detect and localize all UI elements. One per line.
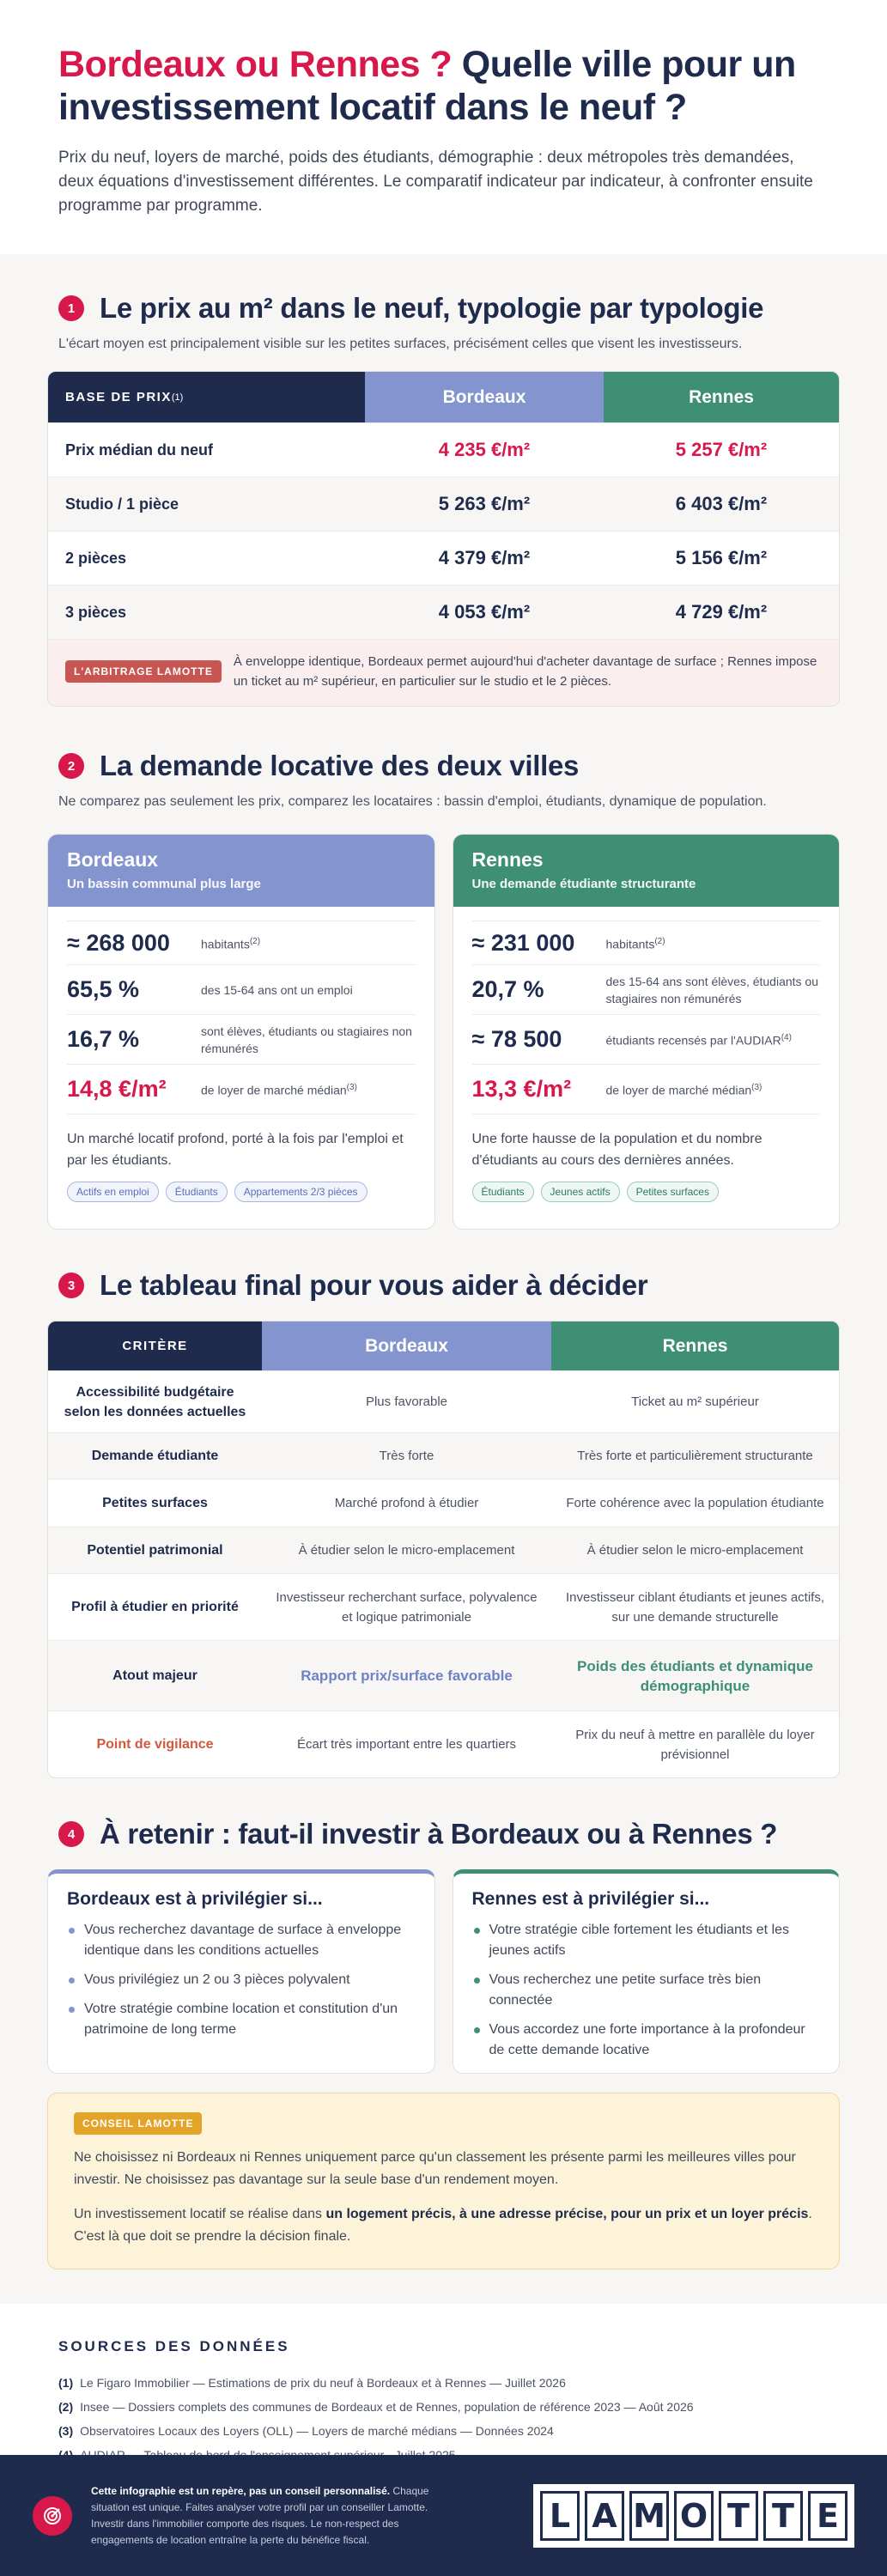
rennes-value: 4 729 €/m²	[675, 601, 768, 623]
decision-table-header	[48, 1321, 839, 1370]
logo-letter: L	[540, 2491, 580, 2541]
footer	[0, 2455, 887, 2576]
disclaimer-text: Cette infographie est un repère, pas un conseil personnalisé. Chaque situation est unique. Faites analyser votre profil par un conseiller Lamotte. Investir dans l'immobilier comporte des risques. Le non-respect des engagements de location entraîne la perte du bénéfice fiscal.	[91, 2484, 429, 2546]
table-row	[48, 1432, 839, 1479]
section-title: À retenir : faut-il investir à Bordeaux ou à Rennes ?	[100, 1818, 778, 1850]
recommendation-list	[472, 1920, 821, 2061]
stat-row	[67, 1015, 416, 1065]
section-number: 4	[58, 1821, 84, 1847]
tag-pill: Petites surfaces	[627, 1182, 719, 1202]
page-intro: Prix du neuf, loyers de marché, poids des étudiants, démographie : deux métropoles très demandées, deux équations d'investissement différentes. Le comparatif indicateur par indicateur, à confronter ensuite programme par programme.	[58, 149, 813, 215]
city-description: Un marché locatif profond, porté à la fois par l'emploi et par les étudiants.	[67, 1132, 404, 1168]
stat-label: de loyer de marché médian$^{(3)}$	[201, 1083, 357, 1097]
hero	[0, 0, 887, 254]
source-item: (2) Insee — Dossiers complets des communes de Bordeaux et de Rennes, population de référence 2023 — Août 2026	[58, 2400, 694, 2414]
table-row	[48, 422, 839, 477]
source-item: (3) Observatoires Locaux des Loyers (OLL) — Loyers de marché médians — Données 2024	[58, 2424, 554, 2438]
city-name: Bordeaux	[67, 848, 159, 871]
rennes-value: Forte cohérence avec la population étudiante	[566, 1496, 824, 1510]
recommendation-list	[67, 1920, 416, 2040]
row-criteria: Point de vigilance	[96, 1737, 214, 1752]
stat-label: des 15-64 ans sont élèves, étudiants ou stagiaires non rémunérés	[605, 974, 819, 1005]
target-icon	[33, 2496, 72, 2536]
city-card-header	[453, 835, 840, 907]
stat-row	[67, 965, 416, 1015]
recommendation-cards	[47, 1869, 840, 2074]
header-bordeaux: Bordeaux	[262, 1321, 551, 1370]
section-number: 3	[58, 1273, 84, 1298]
conseil-paragraph-2: Un investissement locatif se réalise dans un logement précis, à une adresse précise, pour un prix et un loyer précis. C'est là que doit se prendre la décision finale.	[74, 2207, 812, 2244]
logo-letter: A	[585, 2491, 624, 2541]
price-table-header	[48, 372, 839, 422]
section-title: Le prix au m² dans le neuf, typologie par typologie	[100, 292, 764, 324]
recommendation-title: Rennes est à privilégier si...	[471, 1889, 710, 1909]
rennes-value: Très forte et particulièrement structurante	[577, 1449, 813, 1463]
lamotte-logo	[533, 2484, 854, 2548]
city-stats	[48, 907, 434, 1115]
rennes-card	[453, 834, 841, 1230]
conseil-box	[47, 2093, 840, 2269]
section-4-heading	[0, 1818, 887, 1850]
tag-pill: Étudiants	[166, 1182, 228, 1202]
tag-pill: Appartements 2/3 pièces	[234, 1182, 368, 1202]
city-description: Une forte hausse de la population et du nombre d'étudiants au cours des dernières années.	[471, 1132, 762, 1168]
header-rennes: Rennes	[604, 372, 839, 422]
bordeaux-value: 4 235 €/m²	[438, 439, 531, 460]
city-stats	[453, 907, 840, 1115]
bordeaux-value: Investisseur recherchant surface, polyvalence et logique patrimoniale	[276, 1589, 538, 1625]
stat-row	[472, 965, 821, 1015]
stat-row	[67, 920, 416, 965]
source-item: (1) Le Figaro Immobilier — Estimations de prix du neuf à Bordeaux et à Rennes — Juillet 2026	[58, 2376, 566, 2390]
stat-row	[67, 1065, 416, 1115]
stat-label: habitants$^{(2)}$	[605, 936, 665, 951]
table-row	[48, 1710, 839, 1777]
arbitrage-note	[48, 639, 839, 706]
section-1-heading	[0, 292, 887, 325]
recommendation-title: Bordeaux est à privilégier si...	[67, 1889, 323, 1909]
header-base-prix: BASE DE PRIX (1)	[48, 372, 365, 422]
stat-value: 65,5 %	[67, 976, 140, 1002]
stat-label: sont élèves, étudiants ou stagiaires non rémunérés	[201, 1024, 412, 1055]
row-label: Prix médian du neuf	[65, 440, 214, 459]
header-rennes: Rennes	[551, 1321, 839, 1370]
table-row	[48, 1479, 839, 1527]
section-subtitle: Ne comparez pas seulement les prix, comparez les locataires : bassin d'emploi, étudiants, dynamique de population.	[58, 794, 767, 809]
rennes-recommendation	[453, 1869, 841, 2074]
logo-letter: M	[629, 2491, 669, 2541]
row-criteria: Potentiel patrimonial	[87, 1543, 223, 1558]
stat-value: 20,7 %	[471, 976, 544, 1002]
table-row	[48, 1527, 839, 1573]
arbitrage-badge: L'ARBITRAGE LAMOTTE	[65, 660, 222, 683]
table-row	[48, 531, 839, 585]
city-card-header	[48, 835, 434, 907]
tag-pill: Étudiants	[472, 1182, 534, 1202]
section-title: La demande locative des deux villes	[100, 750, 580, 781]
page-title-rest: Quelle ville pour un investissement locatif dans le neuf ?	[58, 44, 796, 128]
list-item: Votre stratégie combine location et constitution d'un patrimoine de long terme	[67, 1999, 416, 2040]
stat-value: ≈ 78 500	[471, 1026, 562, 1052]
row-criteria: Profil à étudier en priorité	[71, 1600, 239, 1614]
bordeaux-value: Marché profond à étudier	[334, 1496, 479, 1510]
header-criteria: CRITÈRE	[48, 1321, 262, 1370]
section-number: 2	[58, 753, 84, 779]
rennes-value: À étudier selon le micro-emplacement	[586, 1543, 804, 1558]
stat-value: 14,8 €/m²	[67, 1076, 167, 1102]
rennes-value: Poids des étudiants et dynamique démographique	[577, 1657, 813, 1694]
rennes-value: Ticket au m² supérieur	[631, 1394, 759, 1409]
conseil-paragraph-1: Ne choisissez ni Bordeaux ni Rennes uniquement parce qu'un classement les présente parmi les meilleures villes pour investir. Ne choisissez pas davantage sur la seule base d'un rendement moyen.	[74, 2150, 796, 2187]
logo-letter: O	[674, 2491, 714, 2541]
table-row	[48, 1573, 839, 1640]
stat-value: ≈ 231 000	[471, 929, 575, 956]
bordeaux-value: Plus favorable	[365, 1394, 448, 1409]
page-title-accent: Bordeaux ou Rennes ?	[58, 44, 453, 85]
bordeaux-recommendation	[47, 1869, 435, 2074]
section-2-heading	[0, 750, 887, 782]
table-row	[48, 585, 839, 639]
table-row	[48, 1640, 839, 1710]
stat-value: ≈ 268 000	[67, 929, 170, 956]
city-cards	[47, 834, 840, 1230]
table-row	[48, 1370, 839, 1432]
price-table	[47, 371, 840, 707]
section-title: Le tableau final pour vous aider à décider	[100, 1269, 648, 1301]
rennes-value: 6 403 €/m²	[675, 493, 768, 514]
tag-pill: Jeunes actifs	[541, 1182, 620, 1202]
city-tagline: Un bassin communal plus large	[67, 877, 261, 891]
row-criteria: Accessibilité budgétaire selon les données actuelles	[64, 1384, 246, 1419]
stat-row	[472, 920, 821, 965]
city-name: Rennes	[471, 848, 544, 871]
bordeaux-value: 5 263 €/m²	[438, 493, 531, 514]
header-bordeaux: Bordeaux	[365, 372, 604, 422]
stat-row	[472, 1015, 821, 1065]
bordeaux-value: Écart très important entre les quartiers	[296, 1737, 517, 1752]
section-subtitle: L'écart moyen est principalement visible sur les petites surfaces, précisément celles que visent les investisseurs.	[58, 337, 743, 351]
list-item: Vous accordez une forte importance à la profondeur de cette demande locative	[472, 2020, 821, 2061]
stat-label: de loyer de marché médian$^{(3)}$	[605, 1083, 762, 1097]
stat-label: étudiants recensés par l'AUDIAR$^{(4)}$	[605, 1033, 792, 1048]
city-tags	[453, 1171, 840, 1202]
list-item: Vous recherchez davantage de surface à enveloppe identique dans les conditions actuelles	[67, 1920, 416, 1961]
stat-label: des 15-64 ans ont un emploi	[201, 982, 353, 997]
bordeaux-value: À étudier selon le micro-emplacement	[298, 1543, 515, 1558]
rennes-value: Prix du neuf à mettre en parallèle du loyer prévisionnel	[575, 1727, 815, 1762]
decision-table	[47, 1321, 840, 1778]
rennes-value: Investisseur ciblant étudiants et jeunes actifs, sur une demande structurelle	[566, 1589, 824, 1625]
bordeaux-value: 4 379 €/m²	[438, 547, 531, 568]
section-number: 1	[58, 295, 84, 321]
arbitrage-text: À enveloppe identique, Bordeaux permet aujourd'hui d'acheter davantage de surface ; Rennes impose un ticket au m² supérieur, en particulier sur le studio et le 2 pièces.	[233, 654, 817, 689]
stat-value: 16,7 %	[67, 1026, 140, 1052]
bordeaux-value: Très forte	[379, 1449, 434, 1463]
row-label: Studio / 1 pièce	[65, 495, 179, 513]
stat-row	[472, 1065, 821, 1115]
logo-letter: T	[719, 2491, 758, 2541]
rennes-value: 5 156 €/m²	[675, 547, 768, 568]
bordeaux-value: Rapport prix/surface favorable	[301, 1668, 513, 1684]
row-criteria: Petites surfaces	[102, 1496, 208, 1510]
list-item: Vous privilégiez un 2 ou 3 pièces polyvalent	[67, 1970, 416, 1990]
row-label: 3 pièces	[65, 603, 127, 621]
logo-letter: T	[763, 2491, 803, 2541]
table-row	[48, 477, 839, 531]
stat-value: 13,3 €/m²	[471, 1076, 572, 1102]
row-criteria: Demande étudiante	[91, 1449, 219, 1463]
list-item: Votre stratégie cible fortement les étudiants et les jeunes actifs	[472, 1920, 821, 1961]
sources-title: SOURCES DES DONNÉES	[58, 2338, 290, 2354]
page-title	[58, 43, 829, 129]
tag-pill: Actifs en emploi	[67, 1182, 159, 1202]
city-tagline: Une demande étudiante structurante	[471, 877, 696, 891]
city-tags	[48, 1171, 434, 1202]
content-area	[0, 254, 887, 2304]
row-criteria: Atout majeur	[112, 1668, 197, 1683]
bordeaux-card	[47, 834, 435, 1230]
bordeaux-value: 4 053 €/m²	[438, 601, 531, 623]
section-3-heading	[0, 1269, 887, 1302]
stat-label: habitants$^{(2)}$	[201, 936, 261, 951]
row-label: 2 pièces	[65, 549, 127, 567]
list-item: Vous recherchez une petite surface très bien connectée	[472, 1970, 821, 2011]
logo-letter: E	[808, 2491, 848, 2541]
rennes-value: 5 257 €/m²	[675, 439, 768, 460]
conseil-badge: CONSEIL LAMOTTE	[74, 2112, 202, 2135]
